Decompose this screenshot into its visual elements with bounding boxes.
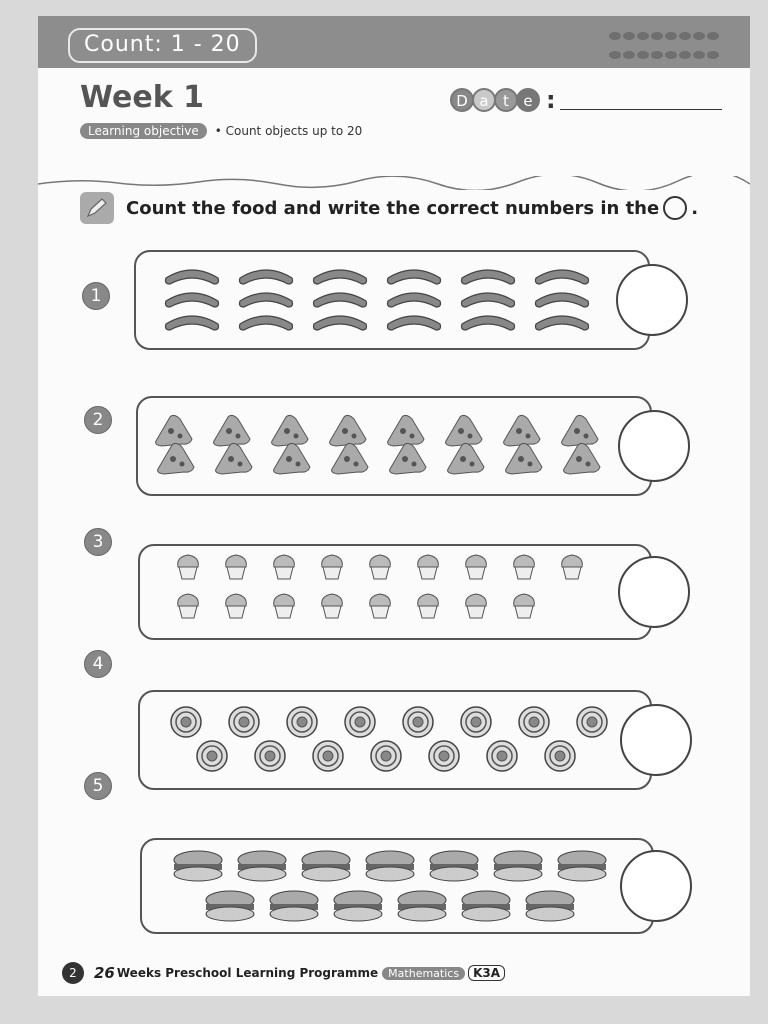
objective-label: Learning objective [80, 123, 207, 139]
sausage-icon [536, 316, 589, 330]
swirl-pastry-icon [345, 707, 375, 737]
subject-badge: Mathematics [382, 967, 465, 980]
programme-name: Weeks Preschool Learning Programme [116, 966, 379, 980]
swirl-pastry-icon [313, 741, 343, 771]
swirl-pastry-icon [487, 741, 517, 771]
instruction-text: Count the food and write the correct numbers in the [126, 197, 660, 219]
cupcake-icon [226, 594, 247, 618]
week-heading: Week 1 [80, 80, 204, 115]
cookie-icon [274, 443, 310, 474]
swirl-pastry-icon [461, 707, 491, 737]
cupcake-icon [466, 594, 487, 618]
sausage-icon [166, 270, 219, 284]
sausage-icon [314, 293, 367, 307]
burger-icon [174, 851, 222, 881]
date-letter: a [472, 88, 496, 112]
cookie-icon [562, 415, 598, 446]
cookie-icon [504, 415, 540, 446]
cupcake-icon [178, 555, 199, 579]
objective-text: • Count objects up to 20 [214, 124, 363, 138]
level-badge: K3A [468, 965, 505, 981]
burger-icon [494, 851, 542, 881]
burger-icon [270, 891, 318, 921]
date-colon: : [546, 86, 556, 114]
sausage-icon [314, 270, 367, 284]
sausage-icon [166, 293, 219, 307]
cupcake-icon [322, 594, 343, 618]
swirl-pastry-icon [255, 741, 285, 771]
swirl-pastry-icon [171, 707, 201, 737]
cookie-icon [388, 415, 424, 446]
cupcake-icon [562, 555, 583, 579]
sausage-icon [536, 270, 589, 284]
cookie-icon [448, 443, 484, 474]
burger-icon [430, 851, 478, 881]
page-title: Count: 1 - 20 [68, 28, 257, 63]
sausage-icon [314, 316, 367, 330]
date-letter: e [516, 88, 540, 112]
swirl-pastry-icon [371, 741, 401, 771]
cookie-icon [564, 443, 600, 474]
sausage-icon [462, 270, 515, 284]
worksheet-page [38, 16, 750, 996]
sausage-icon [240, 270, 293, 284]
swirl-pastry-icon [287, 707, 317, 737]
page-footer [62, 962, 505, 984]
cupcake-icon [418, 594, 439, 618]
swirl-pastry-icon [229, 707, 259, 737]
exercise-number-2: 2 [84, 406, 112, 434]
cupcake-icon [274, 555, 295, 579]
cupcake-icon [514, 555, 535, 579]
swirl-pastry-icon [429, 741, 459, 771]
cookie-icon [216, 443, 252, 474]
cupcake-icon [466, 555, 487, 579]
swirl-pastry-icon [197, 741, 227, 771]
cupcake-icon [322, 555, 343, 579]
date-letter: t [494, 88, 518, 112]
burger-icon [558, 851, 606, 881]
cookie-icon [330, 415, 366, 446]
burger-icon [366, 851, 414, 881]
food-illustrations [38, 16, 750, 996]
cupcake-icon [514, 594, 535, 618]
sausage-icon [240, 293, 293, 307]
exercise-number-4: 4 [84, 650, 112, 678]
weeks-number: 26 [94, 964, 115, 982]
swirl-pastry-icon [403, 707, 433, 737]
sausage-icon [240, 316, 293, 330]
burger-icon [238, 851, 286, 881]
exercise-number-3: 3 [84, 528, 112, 556]
cupcake-icon [370, 594, 391, 618]
sausage-icon [388, 293, 441, 307]
cupcake-icon [178, 594, 199, 618]
cookie-icon [158, 443, 194, 474]
cookie-icon [390, 443, 426, 474]
swirl-pastry-icon [519, 707, 549, 737]
sausage-icon [388, 316, 441, 330]
instruction-end: . [691, 197, 699, 219]
swirl-pastry-icon [545, 741, 575, 771]
cookie-icon [156, 415, 192, 446]
cupcake-icon [370, 555, 391, 579]
sausage-icon [462, 293, 515, 307]
cookie-icon [332, 443, 368, 474]
date-letter: D [450, 88, 474, 112]
sausage-icon [462, 316, 515, 330]
burger-icon [462, 891, 510, 921]
burger-icon [302, 851, 350, 881]
cupcake-icon [274, 594, 295, 618]
sausage-icon [388, 270, 441, 284]
burger-icon [206, 891, 254, 921]
sausage-icon [536, 293, 589, 307]
cupcake-icon [418, 555, 439, 579]
exercise-number-1: 1 [82, 282, 110, 310]
swirl-pastry-icon [577, 707, 607, 737]
exercise-number-5: 5 [84, 772, 112, 800]
cookie-icon [214, 415, 250, 446]
burger-icon [526, 891, 574, 921]
page-number: 2 [62, 962, 84, 984]
sausage-icon [166, 316, 219, 330]
cookie-icon [272, 415, 308, 446]
cookie-icon [446, 415, 482, 446]
burger-icon [398, 891, 446, 921]
cupcake-icon [226, 555, 247, 579]
cookie-icon [506, 443, 542, 474]
burger-icon [334, 891, 382, 921]
